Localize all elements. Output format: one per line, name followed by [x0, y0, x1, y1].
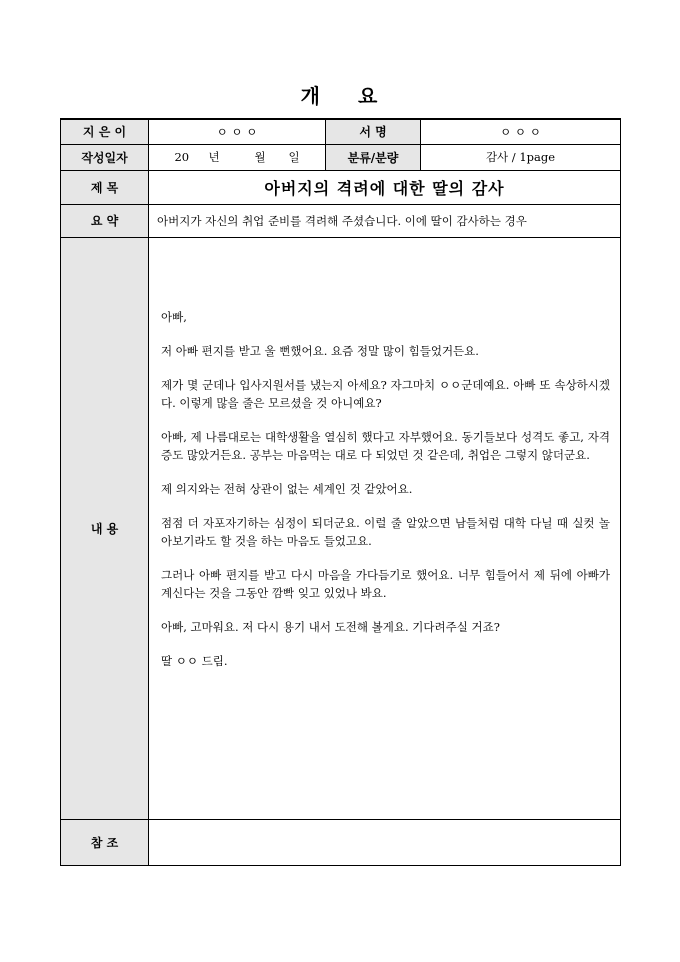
content-paragraph: 딸 ㅇㅇ 드림. — [161, 653, 228, 668]
summary-label: 요 약 — [61, 204, 149, 237]
page-title — [0, 80, 680, 109]
content-paragraph: 아빠, 고마워요. 저 다시 용기 내서 도전해 볼게요. 기다려주실 거죠? — [161, 619, 500, 634]
summary-value: 아버지가 자신의 취업 준비를 격려해 주셨습니다. 이에 딸이 감사하는 경우 — [149, 204, 621, 237]
signature-label: 서 명 — [326, 119, 421, 144]
date-year-unit: 년 — [208, 150, 220, 164]
date-day-unit: 일 — [288, 150, 300, 164]
date-label: 작성일자 — [61, 144, 149, 170]
content-paragraph: 그러나 아빠 편지를 받고 다시 마음을 가다듬기로 했어요. 너무 힘들어서 제 뒤에 아빠가 계신다는 것을 그동안 깜빡 잊고 있었나 봐요. — [161, 567, 610, 600]
subject-value: 아버지의 격려에 대한 딸의 감사 — [149, 170, 621, 204]
content-body — [149, 237, 621, 819]
page-title-part1: 개 — [300, 84, 322, 108]
content-paragraph: 아빠, — [161, 309, 187, 324]
content-paragraph: 저 아빠 편지를 받고 울 뻔했어요. 요즘 정말 많이 힘들었거든요. — [161, 343, 479, 358]
date-month-unit: 월 — [254, 150, 266, 164]
signature-value: ㅇ ㅇ ㅇ — [421, 119, 621, 144]
author-label: 지 은 이 — [61, 119, 149, 144]
content-paragraph: 아빠, 제 나름대로는 대학생활을 열심히 했다고 자부했어요. 동기들보다 성격도 좋고, 자격증도 많았거든요. 공부는 마음먹는 대로 다 되었던 것 같은데, 취업은 그렇지 않더군요. — [161, 429, 610, 462]
content-paragraph: 제가 몇 군데나 입사지원서를 냈는지 아세요? 자그마치 ㅇㅇ군데예요. 아빠 또 속상하시겠다. 이렇게 많을 줄은 모르셨을 것 아니예요? — [161, 377, 610, 410]
author-value: ㅇ ㅇ ㅇ — [149, 119, 326, 144]
category-label: 분류/분량 — [326, 144, 421, 170]
category-value: 감사 / 1page — [421, 144, 621, 170]
content-paragraph: 점점 더 자포자기하는 심정이 되더군요. 이럴 줄 알았으면 남들처럼 대학 다닐 때 실컷 놀아보기라도 할 것을 하는 마음도 들었고요. — [161, 515, 610, 548]
overview-table — [60, 118, 621, 866]
date-year: 20 — [174, 150, 190, 164]
content-paragraph: 제 의지와는 전혀 상관이 없는 세계인 것 같았어요. — [161, 481, 413, 496]
subject-label: 제 목 — [61, 170, 149, 204]
date-value — [149, 144, 326, 170]
reference-label: 참 조 — [61, 819, 149, 865]
page-title-part2: 요 — [358, 84, 380, 108]
reference-value — [149, 819, 621, 865]
content-label: 내 용 — [61, 237, 149, 819]
